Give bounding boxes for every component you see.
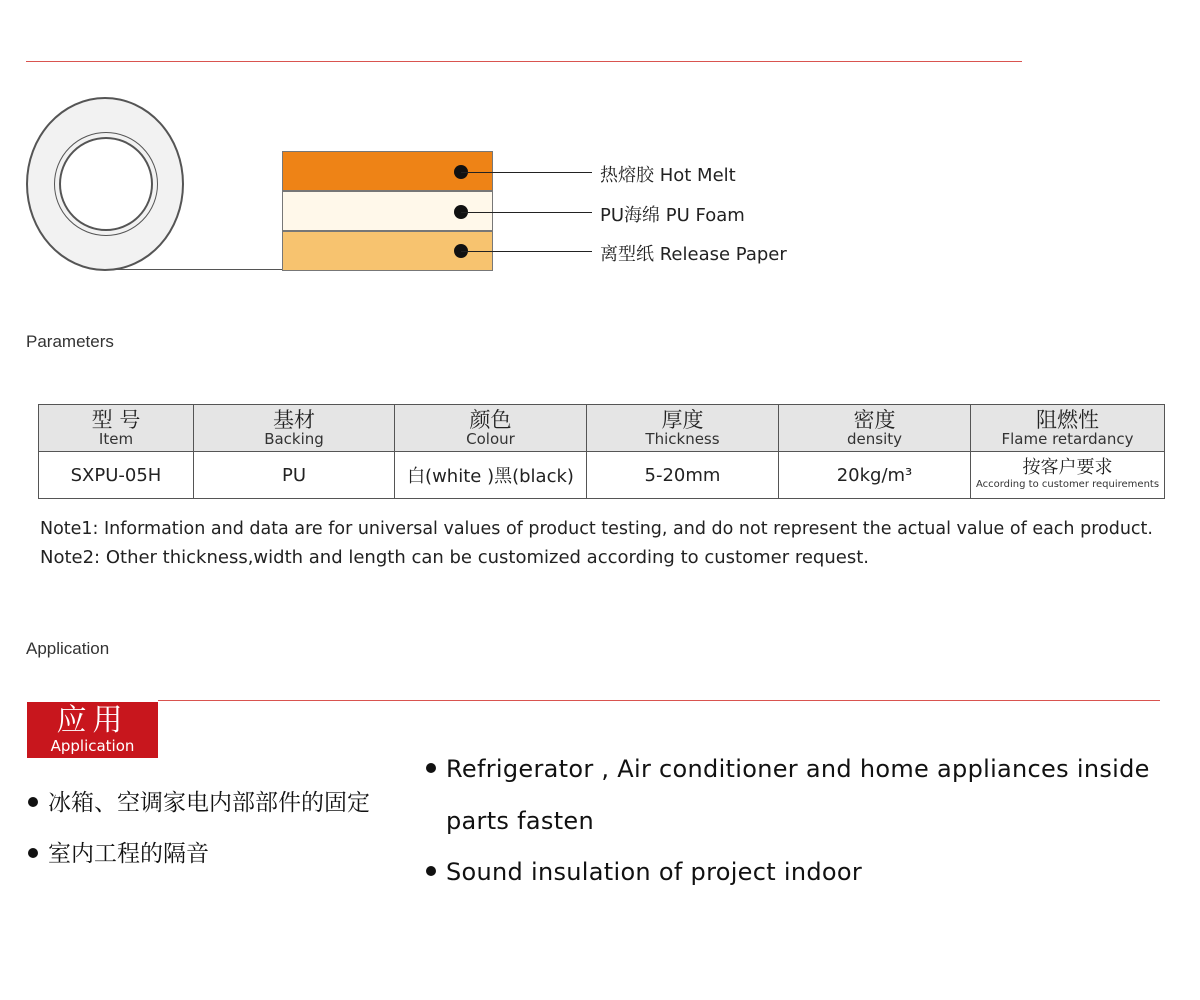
list-item: 室内工程的隔音	[28, 835, 209, 868]
bullet-icon	[28, 797, 38, 807]
top-divider	[26, 61, 1022, 62]
list-item: 冰箱、空调家电内部部件的固定	[28, 784, 370, 817]
bullet-icon	[28, 848, 38, 858]
tape-roll-core	[59, 137, 153, 231]
header-density: 密度 density	[779, 405, 971, 452]
application-badge-en: Application	[50, 737, 135, 755]
note-2: Note2: Other thickness,width and length can be customized according to customer request.	[40, 547, 870, 568]
hot-melt-label: 热熔胶 Hot Melt	[600, 165, 736, 186]
parameters-table	[38, 404, 1165, 499]
application-badge-cn: 应用	[56, 703, 129, 738]
list-item-continuation: parts fasten	[446, 807, 594, 835]
bullet-icon	[426, 866, 436, 876]
application-divider	[158, 700, 1160, 701]
cell-density: 20kg/m³	[779, 452, 971, 499]
cell-thickness: 5-20mm	[587, 452, 779, 499]
hot-melt-leader-line	[461, 172, 592, 173]
release-paper-label: 离型纸 Release Paper	[600, 244, 787, 265]
cell-backing: PU	[194, 452, 395, 499]
cell-flame-retardancy: 按客户要求 According to customer requirements	[971, 452, 1165, 499]
cell-item: SXPU-05H	[39, 452, 194, 499]
list-item: Refrigerator , Air conditioner and home appliances inside	[426, 755, 1150, 783]
application-badge	[27, 702, 158, 758]
header-item: 型 号 Item	[39, 405, 194, 452]
pu-foam-leader-line	[461, 212, 592, 213]
list-item: Sound insulation of project indoor	[426, 858, 862, 886]
application-heading: Application	[26, 639, 110, 658]
table-header-row	[39, 405, 1165, 452]
bullet-icon	[426, 763, 436, 773]
cell-colour: 白(white )黑(black)	[395, 452, 587, 499]
header-colour: 颜色 Colour	[395, 405, 587, 452]
header-backing: 基材 Backing	[194, 405, 395, 452]
tape-strip-line	[104, 269, 284, 270]
pu-foam-label: PU海绵 PU Foam	[600, 205, 745, 226]
parameters-heading: Parameters	[26, 332, 114, 351]
header-thickness: 厚度 Thickness	[587, 405, 779, 452]
header-flame-retardancy: 阻燃性 Flame retardancy	[971, 405, 1165, 452]
note-1: Note1: Information and data are for universal values of product testing, and do not represent the actual value of each product.	[40, 519, 1153, 539]
table-row	[39, 452, 1165, 499]
release-paper-leader-line	[461, 251, 592, 252]
tape-roll-illustration	[26, 97, 184, 271]
